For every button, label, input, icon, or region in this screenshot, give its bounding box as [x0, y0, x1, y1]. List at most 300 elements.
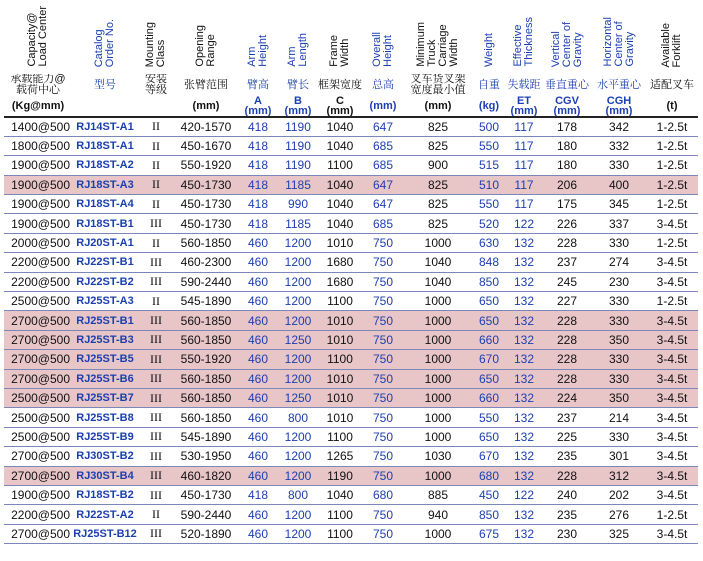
mounting-class-cell: III	[138, 369, 174, 388]
column-header-unit: CGH (mm)	[605, 96, 633, 117]
forklift-cell: 3-4.5t	[646, 311, 698, 330]
horizontal-cg-cell: 274	[592, 253, 646, 272]
capacity-cell: 2700@500	[4, 330, 72, 349]
mounting-class-cell: II	[138, 292, 174, 311]
arm-height-cell: 418	[238, 214, 278, 233]
vertical-cg-cell: 224	[542, 388, 592, 407]
vertical-cg-cell: 240	[542, 485, 592, 504]
overall-height-cell: 750	[362, 292, 404, 311]
weight-cell: 650	[472, 427, 506, 446]
capacity-cell: 2200@500	[4, 253, 72, 272]
column-header-unit: A (mm)	[244, 96, 272, 117]
catalog-cell: RJ18ST-B1	[72, 214, 138, 233]
frame-width-cell: 1680	[318, 272, 362, 291]
column-header	[72, 2, 138, 74]
carriage-width-cell: 1030	[404, 447, 472, 466]
column-header-english: Arm Height	[246, 35, 269, 67]
effective-thickness-cell: 122	[506, 214, 542, 233]
weight-cell: 520	[472, 214, 506, 233]
table-row	[4, 156, 698, 175]
mounting-class-cell: II	[138, 156, 174, 175]
carriage-width-cell: 825	[404, 175, 472, 194]
arm-height-cell: 460	[238, 350, 278, 369]
weight-cell: 550	[472, 408, 506, 427]
overall-height-cell: 750	[362, 447, 404, 466]
column-header-english: Vertical Center of Gravity	[549, 21, 584, 67]
mounting-class-cell: III	[138, 214, 174, 233]
table-row	[4, 117, 698, 136]
frame-width-cell: 1010	[318, 330, 362, 349]
effective-thickness-cell: 117	[506, 156, 542, 175]
mounting-class-cell: III	[138, 350, 174, 369]
capacity-cell: 2700@500	[4, 369, 72, 388]
opening-range-cell: 560-1850	[174, 369, 238, 388]
horizontal-cg-cell: 312	[592, 466, 646, 485]
table-row	[4, 272, 698, 291]
opening-range-cell: 450-1730	[174, 195, 238, 214]
arm-length-cell: 1200	[278, 466, 318, 485]
arm-height-cell: 460	[238, 330, 278, 349]
vertical-cg-cell: 206	[542, 175, 592, 194]
opening-range-cell: 550-1920	[174, 156, 238, 175]
column-header-chinese: 适配叉车	[650, 78, 694, 91]
column-header-english: Available Forklift	[660, 22, 683, 67]
capacity-cell: 1800@500	[4, 136, 72, 155]
capacity-cell: 2700@500	[4, 311, 72, 330]
catalog-cell: RJ18ST-A2	[72, 156, 138, 175]
arm-height-cell: 460	[238, 292, 278, 311]
column-header-chinese: 型号	[94, 78, 116, 91]
capacity-cell: 2700@500	[4, 524, 72, 543]
opening-range-cell: 550-1920	[174, 350, 238, 369]
carriage-width-cell: 1040	[404, 272, 472, 291]
table-row	[4, 447, 698, 466]
frame-width-cell: 1100	[318, 292, 362, 311]
vertical-cg-cell: 235	[542, 447, 592, 466]
weight-cell: 850	[472, 505, 506, 524]
vertical-cg-cell: 180	[542, 136, 592, 155]
column-header	[318, 2, 362, 74]
vertical-cg-cell: 228	[542, 350, 592, 369]
overall-height-cell: 647	[362, 175, 404, 194]
opening-range-cell: 545-1890	[174, 427, 238, 446]
column-header-english: Frame Width	[328, 35, 351, 67]
opening-range-cell: 530-1950	[174, 447, 238, 466]
vertical-cg-cell: 225	[542, 427, 592, 446]
capacity-cell: 2200@500	[4, 505, 72, 524]
catalog-cell: RJ25ST-B9	[72, 427, 138, 446]
column-header	[138, 2, 174, 74]
column-header-unit: (Kg@mm)	[11, 100, 65, 112]
column-header-unit: C (mm)	[326, 96, 354, 117]
catalog-cell: RJ18ST-B2	[72, 485, 138, 504]
catalog-cell: RJ25ST-B8	[72, 408, 138, 427]
forklift-cell: 1-2.5t	[646, 505, 698, 524]
overall-height-cell: 647	[362, 195, 404, 214]
forklift-cell: 1-2.5t	[646, 136, 698, 155]
mounting-class-cell: III	[138, 272, 174, 291]
frame-width-cell: 1265	[318, 447, 362, 466]
column-header-english: Overall Height	[371, 32, 394, 67]
forklift-cell: 3-4.5t	[646, 253, 698, 272]
spec-table	[4, 2, 698, 544]
overall-height-cell: 750	[362, 524, 404, 543]
weight-cell: 675	[472, 524, 506, 543]
vertical-cg-cell: 228	[542, 330, 592, 349]
weight-cell: 670	[472, 447, 506, 466]
horizontal-cg-cell: 330	[592, 427, 646, 446]
effective-thickness-cell: 132	[506, 330, 542, 349]
forklift-cell: 1-2.5t	[646, 233, 698, 252]
effective-thickness-cell: 132	[506, 292, 542, 311]
capacity-cell: 1400@500	[4, 117, 72, 136]
column-header	[404, 2, 472, 74]
effective-thickness-cell: 132	[506, 253, 542, 272]
arm-height-cell: 460	[238, 311, 278, 330]
carriage-width-cell: 900	[404, 156, 472, 175]
overall-height-cell: 750	[362, 408, 404, 427]
carriage-width-cell: 1000	[404, 369, 472, 388]
catalog-cell: RJ25ST-B1	[72, 311, 138, 330]
column-header-english: Effective Thickness	[512, 17, 535, 67]
mounting-class-cell: III	[138, 524, 174, 543]
overall-height-cell: 685	[362, 136, 404, 155]
horizontal-cg-cell: 400	[592, 175, 646, 194]
opening-range-cell: 560-1850	[174, 388, 238, 407]
vertical-cg-cell: 245	[542, 272, 592, 291]
forklift-cell: 3-4.5t	[646, 272, 698, 291]
frame-width-cell: 1040	[318, 175, 362, 194]
effective-thickness-cell: 132	[506, 505, 542, 524]
overall-height-cell: 750	[362, 330, 404, 349]
arm-length-cell: 1185	[278, 214, 318, 233]
overall-height-cell: 750	[362, 253, 404, 272]
column-header-unit: (mm)	[192, 100, 220, 112]
capacity-cell: 2700@500	[4, 447, 72, 466]
carriage-width-cell: 1000	[404, 524, 472, 543]
column-header-unit: (mm)	[424, 100, 452, 112]
table-row	[4, 369, 698, 388]
table-row	[4, 175, 698, 194]
overall-height-cell: 750	[362, 427, 404, 446]
weight-cell: 670	[472, 350, 506, 369]
column-header-chinese: 总高	[372, 78, 394, 91]
catalog-cell: RJ18ST-A4	[72, 195, 138, 214]
catalog-cell: RJ25ST-B6	[72, 369, 138, 388]
frame-width-cell: 1190	[318, 466, 362, 485]
weight-cell: 650	[472, 369, 506, 388]
header-chinese-row	[4, 74, 698, 96]
forklift-cell: 1-2.5t	[646, 292, 698, 311]
effective-thickness-cell: 132	[506, 311, 542, 330]
catalog-cell: RJ30ST-B4	[72, 466, 138, 485]
arm-length-cell: 1190	[278, 117, 318, 136]
mounting-class-cell: III	[138, 330, 174, 349]
table-row	[4, 505, 698, 524]
arm-height-cell: 460	[238, 447, 278, 466]
catalog-cell: RJ25ST-B5	[72, 350, 138, 369]
catalog-cell: RJ20ST-A1	[72, 233, 138, 252]
carriage-width-cell: 885	[404, 485, 472, 504]
effective-thickness-cell: 132	[506, 369, 542, 388]
arm-length-cell: 1200	[278, 292, 318, 311]
weight-cell: 660	[472, 330, 506, 349]
opening-range-cell: 450-1730	[174, 175, 238, 194]
arm-length-cell: 800	[278, 485, 318, 504]
header-unit-row	[4, 96, 698, 117]
mounting-class-cell: III	[138, 466, 174, 485]
effective-thickness-cell: 117	[506, 195, 542, 214]
column-header-chinese: 张臂范围	[184, 78, 228, 91]
capacity-cell: 2500@500	[4, 427, 72, 446]
column-header-chinese: 安装 等级	[145, 74, 167, 96]
mounting-class-cell: III	[138, 253, 174, 272]
frame-width-cell: 1100	[318, 427, 362, 446]
capacity-cell: 2200@500	[4, 272, 72, 291]
opening-range-cell: 560-1850	[174, 233, 238, 252]
carriage-width-cell: 1000	[404, 233, 472, 252]
mounting-class-cell: II	[138, 117, 174, 136]
arm-length-cell: 1200	[278, 350, 318, 369]
capacity-cell: 2500@500	[4, 388, 72, 407]
frame-width-cell: 1100	[318, 524, 362, 543]
opening-range-cell: 520-1890	[174, 524, 238, 543]
forklift-cell: 3-4.5t	[646, 214, 698, 233]
catalog-cell: RJ22ST-A2	[72, 505, 138, 524]
table-row	[4, 350, 698, 369]
forklift-cell: 3-4.5t	[646, 388, 698, 407]
effective-thickness-cell: 132	[506, 427, 542, 446]
horizontal-cg-cell: 350	[592, 330, 646, 349]
table-row	[4, 427, 698, 446]
column-header-chinese: 垂直重心	[545, 78, 589, 91]
arm-height-cell: 460	[238, 505, 278, 524]
column-header	[646, 2, 698, 74]
column-header-unit: B (mm)	[284, 96, 312, 117]
horizontal-cg-cell: 342	[592, 117, 646, 136]
column-header-chinese: 臂高	[247, 78, 269, 91]
frame-width-cell: 1040	[318, 214, 362, 233]
frame-width-cell: 1010	[318, 233, 362, 252]
vertical-cg-cell: 226	[542, 214, 592, 233]
horizontal-cg-cell: 337	[592, 214, 646, 233]
column-header-english: Mounting Class	[144, 21, 167, 67]
weight-cell: 450	[472, 485, 506, 504]
table-row	[4, 292, 698, 311]
mounting-class-cell: II	[138, 233, 174, 252]
arm-length-cell: 1200	[278, 369, 318, 388]
overall-height-cell: 685	[362, 214, 404, 233]
arm-height-cell: 460	[238, 253, 278, 272]
catalog-cell: RJ18ST-A1	[72, 136, 138, 155]
catalog-cell: RJ25ST-A3	[72, 292, 138, 311]
carriage-width-cell: 1000	[404, 427, 472, 446]
weight-cell: 510	[472, 175, 506, 194]
opening-range-cell: 460-2300	[174, 253, 238, 272]
carriage-width-cell: 1000	[404, 388, 472, 407]
vertical-cg-cell: 228	[542, 233, 592, 252]
arm-height-cell: 418	[238, 175, 278, 194]
table-row	[4, 136, 698, 155]
forklift-cell: 3-4.5t	[646, 408, 698, 427]
column-header	[506, 2, 542, 74]
weight-cell: 650	[472, 311, 506, 330]
arm-length-cell: 1200	[278, 253, 318, 272]
column-header	[362, 2, 404, 74]
overall-height-cell: 680	[362, 485, 404, 504]
arm-height-cell: 460	[238, 272, 278, 291]
overall-height-cell: 750	[362, 350, 404, 369]
overall-height-cell: 750	[362, 388, 404, 407]
table-row	[4, 195, 698, 214]
effective-thickness-cell: 117	[506, 117, 542, 136]
horizontal-cg-cell: 330	[592, 350, 646, 369]
carriage-width-cell: 1040	[404, 253, 472, 272]
capacity-cell: 1900@500	[4, 195, 72, 214]
opening-range-cell: 450-1730	[174, 485, 238, 504]
forklift-cell: 3-4.5t	[646, 330, 698, 349]
weight-cell: 848	[472, 253, 506, 272]
opening-range-cell: 560-1850	[174, 408, 238, 427]
table-row	[4, 311, 698, 330]
catalog-cell: RJ25ST-B12	[72, 524, 138, 543]
catalog-cell: RJ22ST-B1	[72, 253, 138, 272]
arm-height-cell: 418	[238, 156, 278, 175]
forklift-cell: 1-2.5t	[646, 156, 698, 175]
effective-thickness-cell: 132	[506, 350, 542, 369]
column-header-chinese: 承载能力@ 载荷中心	[10, 74, 66, 96]
arm-length-cell: 1200	[278, 272, 318, 291]
column-header	[278, 2, 318, 74]
capacity-cell: 1900@500	[4, 214, 72, 233]
frame-width-cell: 1100	[318, 156, 362, 175]
opening-range-cell: 450-1730	[174, 214, 238, 233]
capacity-cell: 1900@500	[4, 175, 72, 194]
overall-height-cell: 750	[362, 369, 404, 388]
arm-length-cell: 1200	[278, 427, 318, 446]
frame-width-cell: 1100	[318, 350, 362, 369]
arm-length-cell: 1200	[278, 233, 318, 252]
capacity-cell: 2500@500	[4, 408, 72, 427]
overall-height-cell: 647	[362, 117, 404, 136]
vertical-cg-cell: 178	[542, 117, 592, 136]
horizontal-cg-cell: 214	[592, 408, 646, 427]
opening-range-cell: 460-1820	[174, 466, 238, 485]
table-row	[4, 524, 698, 543]
vertical-cg-cell: 228	[542, 369, 592, 388]
column-header-chinese: 失载距	[507, 78, 541, 91]
capacity-cell: 2700@500	[4, 350, 72, 369]
column-header	[592, 2, 646, 74]
column-header-chinese: 叉车货叉架 宽度最小值	[410, 74, 466, 96]
carriage-width-cell: 1000	[404, 311, 472, 330]
arm-length-cell: 1200	[278, 447, 318, 466]
weight-cell: 650	[472, 292, 506, 311]
frame-width-cell: 1010	[318, 311, 362, 330]
effective-thickness-cell: 132	[506, 272, 542, 291]
catalog-cell: RJ14ST-A1	[72, 117, 138, 136]
column-header-english: Catalog Order No.	[93, 18, 116, 67]
capacity-cell: 1900@500	[4, 485, 72, 504]
frame-width-cell: 1010	[318, 388, 362, 407]
arm-length-cell: 1250	[278, 330, 318, 349]
opening-range-cell: 560-1850	[174, 311, 238, 330]
weight-cell: 660	[472, 388, 506, 407]
arm-height-cell: 460	[238, 369, 278, 388]
column-header-unit: ET (mm)	[510, 96, 538, 117]
horizontal-cg-cell: 330	[592, 233, 646, 252]
column-header-unit	[72, 96, 138, 117]
arm-length-cell: 990	[278, 195, 318, 214]
frame-width-cell: 1010	[318, 408, 362, 427]
table-row	[4, 388, 698, 407]
frame-width-cell: 1040	[318, 485, 362, 504]
weight-cell: 500	[472, 117, 506, 136]
effective-thickness-cell: 117	[506, 175, 542, 194]
catalog-cell: RJ18ST-A3	[72, 175, 138, 194]
vertical-cg-cell: 180	[542, 156, 592, 175]
carriage-width-cell: 825	[404, 117, 472, 136]
frame-width-cell: 1040	[318, 117, 362, 136]
forklift-cell: 1-2.5t	[646, 117, 698, 136]
column-header-english: Weight	[482, 32, 495, 67]
column-header-unit: CGV (mm)	[553, 96, 581, 117]
effective-thickness-cell: 132	[506, 388, 542, 407]
vertical-cg-cell: 228	[542, 311, 592, 330]
arm-height-cell: 460	[238, 524, 278, 543]
column-header-english: Minimum Truck Carriage Width	[415, 22, 460, 67]
arm-length-cell: 1190	[278, 136, 318, 155]
weight-cell: 515	[472, 156, 506, 175]
weight-cell: 550	[472, 195, 506, 214]
capacity-cell: 1900@500	[4, 156, 72, 175]
forklift-cell: 3-4.5t	[646, 427, 698, 446]
catalog-cell: RJ22ST-B2	[72, 272, 138, 291]
weight-cell: 850	[472, 272, 506, 291]
arm-height-cell: 418	[238, 485, 278, 504]
arm-height-cell: 460	[238, 427, 278, 446]
mounting-class-cell: II	[138, 175, 174, 194]
effective-thickness-cell: 132	[506, 524, 542, 543]
weight-cell: 680	[472, 466, 506, 485]
arm-length-cell: 800	[278, 408, 318, 427]
column-header-chinese: 臂长	[287, 78, 309, 91]
column-header-chinese: 框架宽度	[318, 78, 362, 91]
vertical-cg-cell: 230	[542, 524, 592, 543]
arm-height-cell: 418	[238, 195, 278, 214]
effective-thickness-cell: 132	[506, 408, 542, 427]
overall-height-cell: 750	[362, 233, 404, 252]
overall-height-cell: 750	[362, 466, 404, 485]
column-header-chinese: 自重	[478, 78, 500, 91]
horizontal-cg-cell: 345	[592, 195, 646, 214]
overall-height-cell: 685	[362, 156, 404, 175]
mounting-class-cell: III	[138, 427, 174, 446]
horizontal-cg-cell: 350	[592, 388, 646, 407]
mounting-class-cell: III	[138, 485, 174, 504]
catalog-cell: RJ30ST-B2	[72, 447, 138, 466]
carriage-width-cell: 1000	[404, 466, 472, 485]
carriage-width-cell: 1000	[404, 350, 472, 369]
frame-width-cell: 1680	[318, 253, 362, 272]
forklift-cell: 3-4.5t	[646, 447, 698, 466]
forklift-cell: 3-4.5t	[646, 524, 698, 543]
column-header-chinese: 水平重心	[597, 78, 641, 91]
opening-range-cell: 450-1670	[174, 136, 238, 155]
table-row	[4, 253, 698, 272]
column-header	[238, 2, 278, 74]
effective-thickness-cell: 122	[506, 485, 542, 504]
